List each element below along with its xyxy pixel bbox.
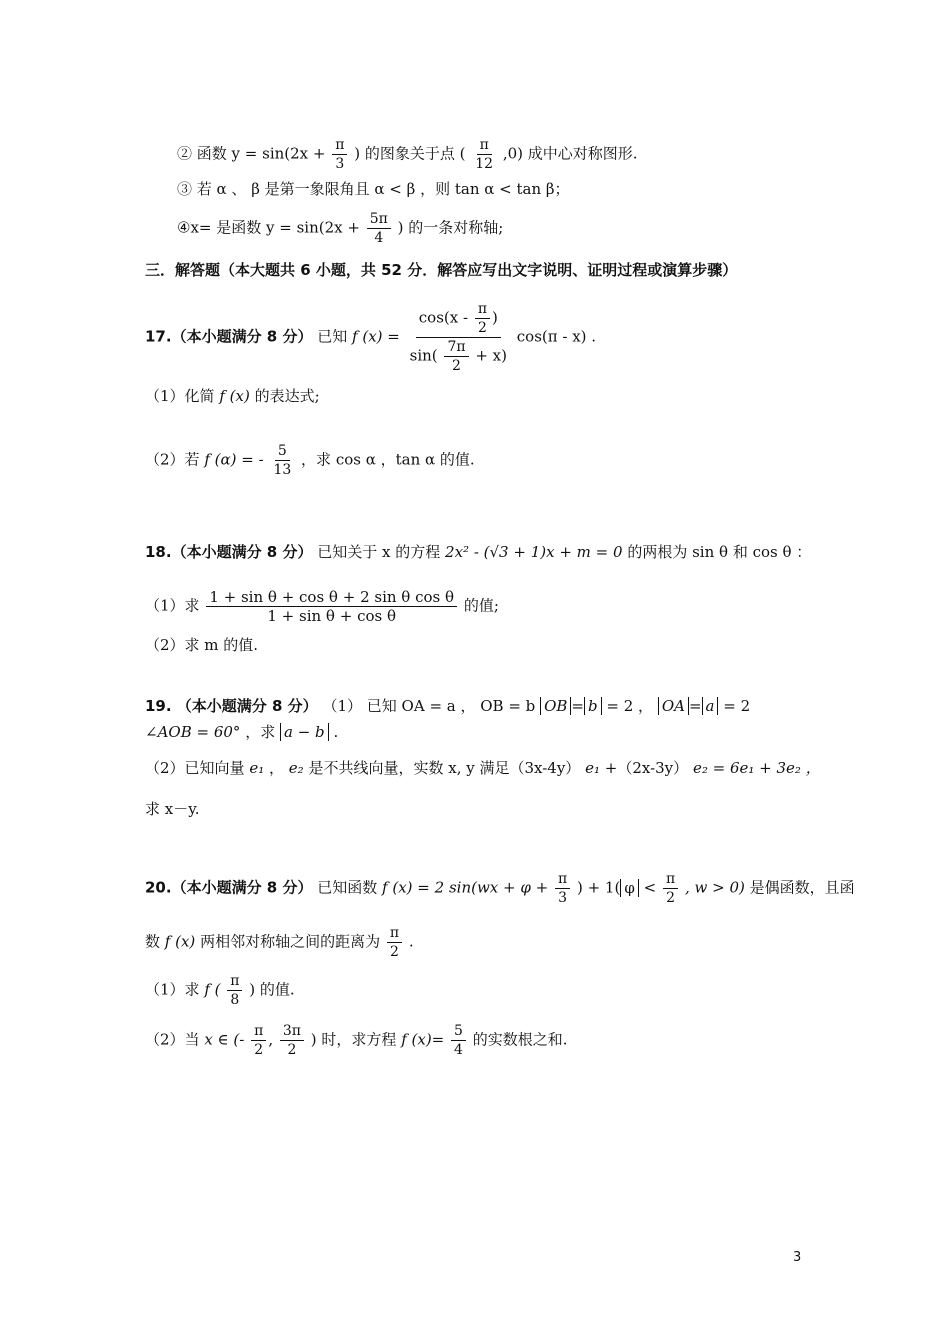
q20-p2-tail: 的实数根之和.: [472, 1030, 568, 1049]
denominator: [407, 338, 510, 375]
q20-p2-c: ) 时，求方程: [310, 1030, 397, 1049]
q19-label: 19. （本小题满分 8 分）: [145, 697, 318, 715]
fraction: [280, 1022, 304, 1059]
question-18: [145, 541, 811, 563]
q19-eq2b: = 2: [723, 697, 751, 715]
vector-e1: e₁: [249, 759, 265, 777]
q17-bottom: sin(: [409, 346, 438, 365]
denominator: 4: [454, 1042, 463, 1058]
denominator: 4: [374, 230, 384, 246]
fraction: [451, 1022, 466, 1059]
q20-p2-label: （2）当: [145, 1030, 200, 1049]
denominator: 2: [287, 1042, 297, 1058]
q19-angle-line: [145, 721, 338, 743]
q17-top: cos(x -: [418, 308, 469, 327]
q20-p2-eq: f (x)=: [401, 1030, 445, 1049]
denominator: 2: [254, 1042, 264, 1058]
q17-fx: f (x) =: [352, 327, 400, 346]
denominator: 13: [273, 462, 292, 478]
denominator: 1 + sin θ + cos θ: [267, 607, 396, 625]
fraction: [206, 588, 457, 625]
vector-e1: e₁: [585, 759, 600, 777]
item-2-mid: ) 的图象关于点 (: [354, 144, 466, 163]
numerator: π: [332, 136, 347, 155]
q19-p2-label: （2）已知向量: [145, 759, 245, 777]
fraction: [387, 924, 402, 961]
fraction: [367, 210, 391, 247]
vector-e2: e₂: [692, 759, 708, 777]
abs-oa: [658, 697, 689, 715]
q20-part-2: （2）当 x ∈ (- $\frac{\pi}{2}$ , $\frac{3\pi}{2}$ ) 时，求方程 f (x)= $\frac{5}{4}$ 的实数根之和.: [145, 1023, 568, 1058]
item-4-prefix: ④x= 是函数 y = sin(2x +: [177, 218, 360, 237]
q20-fx: f (x) = 2 sin(wx + φ +: [382, 878, 549, 897]
numerator: 5: [275, 442, 290, 461]
denominator: 2: [390, 944, 399, 960]
q17-bottom-tail: + x): [475, 346, 507, 365]
q20-line-2: [145, 924, 414, 961]
q20-line2-end: .: [408, 932, 414, 951]
q20-mid: ) + 1(: [576, 878, 621, 897]
q17-tail: cos(π - x) .: [516, 327, 597, 346]
q17-label: 17.（本小题满分 8 分）: [145, 327, 313, 346]
fraction: [332, 136, 347, 173]
denominator: 3: [335, 156, 345, 172]
q20-line2-b: 两相邻对称轴之间的距离为: [200, 932, 381, 951]
fraction: [475, 300, 490, 337]
item-3: ③ 若 α 、 β 是第一象限角且 α < β ，则 tan α < tan β；: [177, 180, 570, 198]
section-3-title: 三．解答题（本大题共 6 小题，共 52 分．解答应写出文字说明、证明过程或演算步骤）: [145, 261, 738, 279]
abs-b: [584, 697, 602, 715]
item-2-tail: ,0) 成中心对称图形.: [502, 144, 638, 163]
q20-line2-a: 数: [145, 932, 161, 951]
numerator: cos(x - $\frac{\pi}{2}$ ): [416, 300, 501, 338]
q18-label: 18.（本小题满分 8 分）: [145, 543, 313, 561]
numerator: π: [477, 136, 492, 155]
q17-p1-fx: f (x): [219, 387, 250, 405]
numerator: 3π: [280, 1022, 304, 1041]
q19-end: .: [333, 723, 339, 741]
q17-part-2: [145, 442, 475, 479]
fraction: [227, 972, 242, 1009]
fraction: [472, 136, 496, 173]
abs-a-minus-b: [280, 723, 329, 741]
q17-part-1: [145, 385, 320, 407]
q19-angle: ∠AOB = 60°: [145, 723, 241, 741]
q17-p2-tail: ，求 cos α ，tan α 的值.: [301, 450, 475, 469]
fraction: [555, 870, 570, 907]
denominator: 8: [230, 992, 240, 1008]
q19-ask-line: 求 x－y.: [145, 800, 200, 818]
q19-eq2: = 2 ，: [606, 697, 654, 715]
item-2-prefix: ② 函数 y = sin(2x +: [177, 144, 326, 163]
numerator: π: [475, 300, 490, 319]
numerator: π: [227, 972, 242, 991]
q19-p2-mid: 是不共线向量，实数 x, y 满足（3x-4y）: [308, 759, 581, 777]
q20-cond: , w > 0): [684, 878, 745, 897]
numerator: 7π: [444, 338, 468, 357]
fraction: [444, 338, 468, 375]
q18-p1-label: （1）求: [145, 596, 200, 615]
q20-lt: <: [643, 878, 657, 897]
numerator: π: [555, 870, 570, 889]
q17-p1-tail: 的表达式;: [254, 387, 320, 405]
abs-ob: [540, 697, 571, 715]
abs-phi: [620, 879, 639, 897]
item-4-tail: ) 的一条对称轴;: [397, 218, 504, 237]
numerator: 5: [451, 1022, 466, 1041]
q17-p1-label: （1）化简: [145, 387, 215, 405]
question-20: [145, 870, 855, 907]
q20-p1-label: （1）求: [145, 980, 200, 999]
q17-p2-label: （2）若: [145, 450, 200, 469]
q20-intro: 已知函数: [317, 878, 378, 897]
q20-p2-x: x ∈ (-: [204, 1030, 245, 1049]
q20-p1-f: f (: [204, 980, 221, 999]
q17-intro: 已知: [317, 327, 348, 346]
q19-part-2: [145, 757, 821, 779]
question-17: [145, 300, 596, 375]
vector-b: b: [587, 697, 598, 715]
denominator: 2: [666, 890, 676, 906]
numerator: 1 + sin θ + cos θ + 2 sin θ cos θ: [206, 588, 457, 607]
denominator: 2: [477, 320, 487, 336]
denominator: 3: [558, 890, 568, 906]
vector-oa: OA: [661, 697, 685, 715]
numerator: 5π: [367, 210, 391, 229]
numerator: π: [251, 1022, 266, 1041]
item-4: [177, 210, 503, 247]
q20-label: 20.（本小题满分 8 分）: [145, 878, 313, 897]
fraction: [251, 1022, 266, 1059]
q19-rhs: = 6e₁ + 3e₂ ，: [712, 759, 821, 777]
q20-p1-tail: ) 的值.: [249, 980, 295, 999]
abs-a: [702, 697, 719, 715]
question-19: 19. （本小题满分 8 分） （1） 已知 OA = a ， OB = b OB = b = 2 ， OA = a = 2: [145, 697, 751, 715]
q19-p1: （1） 已知 OA = a ， OB = b: [322, 697, 536, 715]
q19-coef2: +（2x-3y）: [604, 759, 689, 777]
page-number: 3: [793, 1250, 802, 1265]
q17-main-fraction: [407, 300, 510, 375]
vector-a: a: [705, 697, 715, 715]
q20-part-1: [145, 972, 295, 1009]
q18-part-2: （2）求 m 的值.: [145, 636, 259, 654]
q20-tail: 是偶函数，且函: [749, 878, 855, 897]
phi: φ: [624, 878, 635, 897]
denominator: 12: [475, 156, 494, 172]
q19-amb: a − b: [284, 723, 325, 741]
q19-ask: ，求: [245, 723, 276, 741]
denominator: 2: [452, 358, 461, 374]
q18-part-1: [145, 588, 499, 625]
numerator: π: [663, 870, 678, 889]
numerator: π: [387, 924, 402, 943]
q18-intro: 已知关于 x 的方程: [317, 543, 441, 561]
q17-p2-fa: f (α) = -: [204, 450, 264, 469]
q19-sep: ，: [269, 759, 285, 777]
item-2: [177, 136, 638, 173]
q18-p1-tail: 的值;: [463, 596, 499, 615]
vector-ob: OB: [544, 697, 568, 715]
fraction: [270, 442, 294, 479]
q18-tail: 的两根为 sin θ 和 cos θ ：: [627, 543, 812, 561]
q20-line2-fx: f (x): [164, 932, 196, 951]
fraction: [663, 870, 678, 907]
vector-e2: e₂: [288, 759, 304, 777]
q18-equation: 2x² - (√3 + 1)x + m = 0: [445, 543, 623, 561]
